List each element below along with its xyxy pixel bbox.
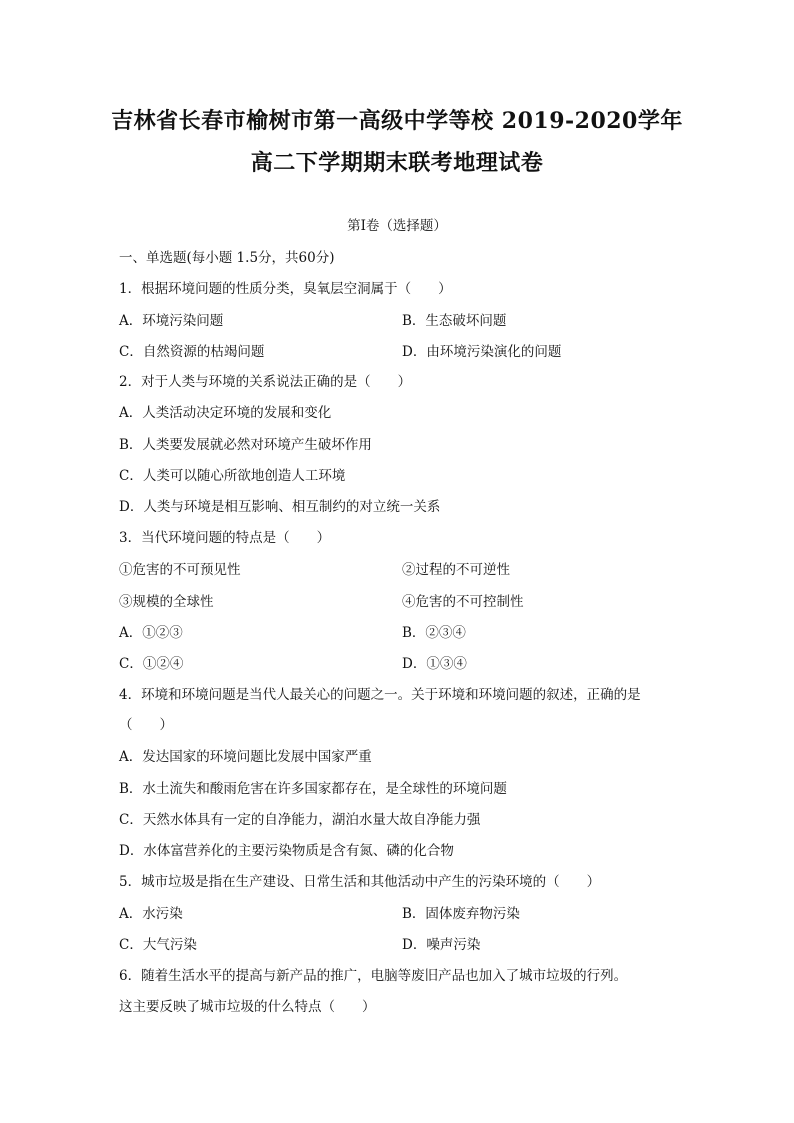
question-4-option-d: D．水体富营养化的主要污染物质是含有氮、磷的化合物	[119, 843, 454, 859]
question-3-option-b: B．②③④	[402, 625, 466, 641]
part-heading: 一、单选题(每小题 1.5分，共60分)	[119, 250, 335, 266]
question-5-stem: 5．城市垃圾是指在生产建设、日常生活和其他活动中产生的污染环境的（ ）	[119, 874, 601, 890]
question-1-option-c: C．自然资源的枯竭问题	[119, 344, 265, 360]
question-1-option-d: D．由环境污染演化的问题	[402, 344, 562, 360]
question-3-option-c: C．①②④	[119, 656, 184, 672]
question-3-option-a: A．①②③	[119, 625, 183, 641]
question-1-option-b: B．生态破坏问题	[402, 313, 507, 329]
question-2-option-b: B．人类要发展就必然对环境产生破坏作用	[119, 437, 372, 453]
section-heading: 第Ⅰ卷（选择题）	[347, 218, 447, 234]
question-2-option-c: C．人类可以随心所欲地创造人工环境	[119, 468, 346, 484]
question-3-statement-1: ①危害的不可预见性	[119, 562, 241, 578]
question-6-stem: 6．随着生活水平的提高与新产品的推广，电脑等废旧产品也加入了城市垃圾的行列。	[119, 968, 628, 984]
exam-title-line-2: 高二下学期期末联考地理试卷	[250, 150, 544, 176]
question-5-option-b: B．固体废弃物污染	[402, 906, 520, 922]
question-4-stem-continued: （ ）	[119, 717, 173, 733]
question-5-option-c: C．大气污染	[119, 937, 197, 953]
exam-title-line-1: 吉林省长春市榆树市第一高级中学等校 2019-2020学年	[111, 108, 683, 134]
question-3-statement-3: ③规模的全球性	[119, 594, 214, 610]
question-5-option-d: D．噪声污染	[402, 937, 481, 953]
question-6-stem-continued: 这主要反映了城市垃圾的什么特点（ ）	[119, 999, 376, 1015]
question-4-option-b: B．水土流失和酸雨危害在许多国家都存在，是全球性的环境问题	[119, 781, 507, 797]
question-3-option-d: D．①③④	[402, 656, 467, 672]
question-2-option-a: A．人类活动决定环境的发展和变化	[119, 405, 332, 421]
question-5-option-a: A．水污染	[119, 906, 183, 922]
question-4-option-c: C．天然水体具有一定的自净能力，湖泊水量大故自净能力强	[119, 812, 481, 828]
question-3-stem: 3．当代环境问题的特点是（ ）	[119, 530, 331, 546]
question-4-stem: 4．环境和环境问题是当代人最关心的问题之一。关于环境和环境问题的叙述，正确的是	[119, 687, 641, 703]
question-2-option-d: D．人类与环境是相互影响、相互制约的对立统一关系	[119, 499, 441, 515]
question-1-option-a: A．环境污染问题	[119, 313, 224, 329]
question-2-stem: 2．对于人类与环境的关系说法正确的是（ ）	[119, 374, 412, 390]
question-3-statement-4: ④危害的不可控制性	[402, 594, 524, 610]
question-4-option-a: A．发达国家的环境问题比发展中国家严重	[119, 749, 372, 765]
question-1-stem: 1．根据环境问题的性质分类，臭氧层空洞属于（ ）	[119, 281, 452, 297]
question-3-statement-2: ②过程的不可逆性	[402, 562, 510, 578]
